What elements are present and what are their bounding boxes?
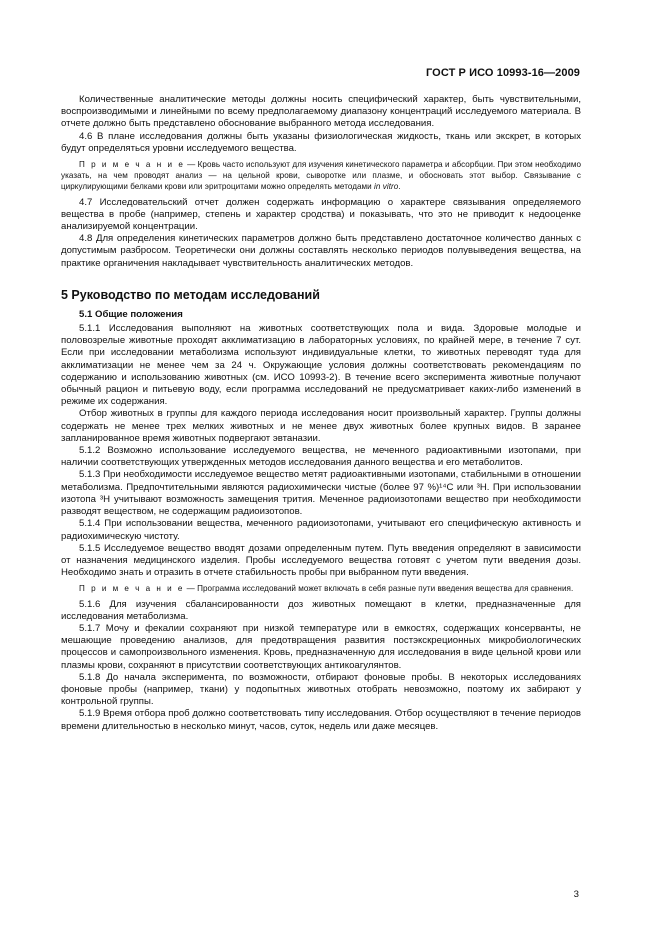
note-label: П р и м е ч а н и е [79, 584, 185, 594]
standard-designation: ГОСТ Р ИСО 10993-16—2009 [425, 67, 580, 79]
note-text: — Программа исследований может включать в себя разные пути введения вещества для сравнения. [184, 584, 574, 594]
paragraph-5-1-3: 5.1.3 При необходимости исследуемое вещество метят радиоактивными изотопами, стабильными в отношении метаболизма. Предпочтительными являются радиохимически чистые (более 97 %)¹⁴С или ³Н. При использовании изотопа ³Н учитывают возможность замещения трития. Меченное радиоизотопами вещество при необходимости разводят веществом, не содержащим радиоизотопов. [61, 469, 581, 518]
paragraph-5-1-1: 5.1.1 Исследования выполняют на животных соответствующих пола и вида. Здоровые молодые и половозрелые животные проходят акклиматизацию в лабораторных условиях, по крайней мере, в течение 7 сут. Если при исследовании метаболизма используют индивидуальные клетки, то животных переводят туда для акклиматизации не менее чем за 24 ч. Окружающие условия должны соответствовать рекомендациям по содержанию и использованию животных (см. ИСО 10993-2). В течение всего эксперимента животные получают обычный рацион и питьевую воду, если программа исследований не предусматривает каких-либо изменений в режиме их содержания. [61, 323, 581, 408]
paragraph-4-7: 4.7 Исследовательский отчет должен содержать информацию о характере связывания определяемого вещества в пробе (например, степень и характер сродства) и показывать, что это не приводит к недооценке анализируемой концентрации. [61, 196, 581, 233]
paragraph-4-8: 4.8 Для определения кинетических параметров должно быть представлено достаточное количество данных с допустимым разбросом. Теоретически они должны составлять несколько периодов полувыведения вещества, на практике органичения накладывает чувствительность аналитических методов. [61, 233, 581, 269]
note-italic: in vitro [374, 182, 399, 192]
paragraph-methods: Количественные аналитические методы должны носить специфический характер, быть чувствительными, воспроизводимыми и линейными по всему предполагаемому диапазону концентраций исследуемого материала. В отчете должно быть представлено обоснование выбранного метода исследования. [61, 94, 581, 130]
paragraph-5-1-9: 5.1.9 Время отбора проб должно соответствовать типу исследования. Отбор осуществляют в течение периодов времени длительностью в несколько минут, часов, суток, недель или даже месяцев. [61, 708, 581, 732]
note-label: П р и м е ч а н и е [79, 160, 185, 170]
paragraph-5-1-6: 5.1.6 Для изучения сбалансированности доз животных помещают в клетки, предназначенные для исследования метаболизма. [61, 598, 581, 622]
note-text: — Кровь часто используют для изучения кинетического параметра и абсорбции. При этом необходимо указать, на чем проводят анализ — на цельной крови, сыворотке или плазме, и обосновать этот выбор. Связывание с циркулирующими белками крови или эритроцитами можно определять методами [61, 160, 582, 192]
section-heading-5: 5 Руководство по методам исследований [61, 287, 320, 302]
body-text [61, 94, 581, 733]
paragraph-5-1-5: 5.1.5 Исследуемое вещество вводят дозами определенным путем. Путь введения определяют в зависимости от назначения медицинского изделия. Пробы исследуемого вещества готовят с учетом пути введения дозы. Необходимо знать и отразить в отчете стабильность пробы при выбранном пути введения. [61, 542, 581, 579]
note-routes [61, 583, 581, 594]
paragraph-5-1-4: 5.1.4 При использовании вещества, меченного радиоизотопами, учитывают его специфическую активность и радиохимическую чистоту. [61, 518, 581, 542]
note-blood [61, 159, 581, 193]
paragraph-animal-selection: Отбор животных в группы для каждого периода исследования носит произвольный характер. Группы должны содержать не менее трех мелких животных и не менее двух животных более крупных видов. В заранее запланированное время животных подвергают эвтаназии. [61, 408, 581, 444]
paragraph-5-1-7: 5.1.7 Мочу и фекалии сохраняют при низкой температуре или в емкостях, содержащих консерванты, не мешающие проведению анализов, для предотвращения развития постэкскреционных микробиологических процессов и самопроизвольного изменения. Кровь, предназначенную для исследования в виде цельной крови или плазмы крови, сохраняют в присутствии соответствующих антикоагулянтов. [61, 622, 581, 671]
paragraph-4-6: 4.6 В плане исследования должны быть указаны физиологическая жидкость, ткань или экскрет, в которых будут определяться уровни исследуемого вещества. [61, 130, 581, 154]
subsection-heading-5-1: 5.1 Общие положения [79, 308, 183, 320]
page-number: 3 [573, 889, 579, 900]
note-tail: . [398, 182, 401, 192]
paragraph-5-1-8: 5.1.8 До начала эксперимента, по возможности, отбирают фоновые пробы. В некоторых исследованиях фоновые пробы (например, ткани) у подопытных животных отобрать невозможно, поэтому их забирают у контрольной группы. [61, 671, 581, 708]
paragraph-5-1-2: 5.1.2 Возможно использование исследуемого вещества, не меченного радиоактивными изотопами, при наличии соответствующих утвержденных методов исследования данного вещества и его метаболитов. [61, 445, 581, 469]
